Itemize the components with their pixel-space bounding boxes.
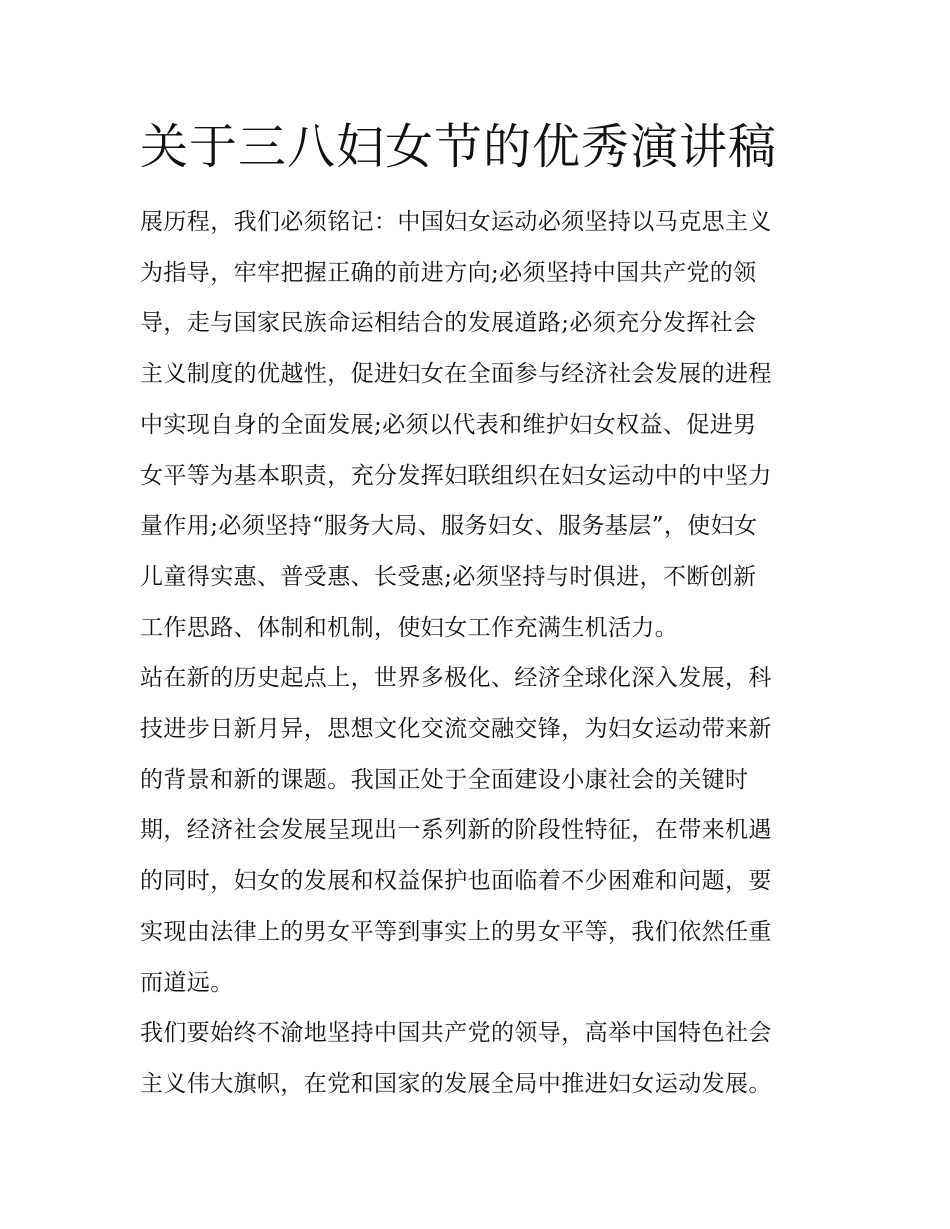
text-line: 儿童得实惠、普受惠、长受惠;必须坚持与时俱进，不断创新 xyxy=(140,563,757,590)
paragraph-3 xyxy=(140,1008,820,1109)
text-line: 导，走与国家民族命运相结合的发展道路;必须充分发挥社会 xyxy=(140,310,757,337)
text-line: 技进步日新月异，思想文化交流交融交锋，为妇女运动带来新 xyxy=(140,716,772,743)
text-line: 工作思路、体制和机制，使妇女工作充满生机活力。 xyxy=(140,614,679,641)
text-line: 展历程，我们必须铭记：中国妇女运动必须坚持以马克思主义 xyxy=(140,209,772,235)
text-line: 女平等为基本职责，充分发挥妇联组织在妇女运动中的中坚力 xyxy=(140,462,772,489)
text-line: 而道远。 xyxy=(140,969,234,996)
text-line: 为指导，牢牢把握正确的前进方向;必须坚持中国共产党的领 xyxy=(140,259,757,286)
text-line: 我们要始终不渝地坚持中国共产党的领导，高举中国特色社会 xyxy=(140,1020,772,1047)
paragraph-2 xyxy=(140,653,820,1008)
page-title: 关于三八妇女节的优秀演讲稿 xyxy=(140,119,778,175)
text-line: 的背景和新的课题。我国正处于全面建设小康社会的关键时 xyxy=(140,766,749,793)
text-line: 期，经济社会发展呈现出一系列新的阶段性特征，在带来机遇 xyxy=(140,817,772,844)
text-line: 量作用;必须坚持“服务大局、服务妇女、服务基层”，使妇女 xyxy=(140,513,758,540)
paragraph-1 xyxy=(140,197,820,653)
text-line: 主义制度的优越性，促进妇女在全面参与经济社会发展的进程 xyxy=(140,361,772,388)
text-line: 的同时，妇女的发展和权益保护也面临着不少困难和问题，要 xyxy=(140,868,772,895)
text-line: 中实现自身的全面发展;必须以代表和维护妇女权益、促进男 xyxy=(140,411,757,438)
document-body xyxy=(140,197,820,1110)
text-line: 主义伟大旗帜，在党和国家的发展全局中推进妇女运动发展。 xyxy=(140,1070,772,1097)
text-line: 站在新的历史起点上，世界多极化、经济全球化深入发展，科 xyxy=(140,665,772,692)
text-line: 实现由法律上的男女平等到事实上的男女平等，我们依然任重 xyxy=(140,918,772,945)
